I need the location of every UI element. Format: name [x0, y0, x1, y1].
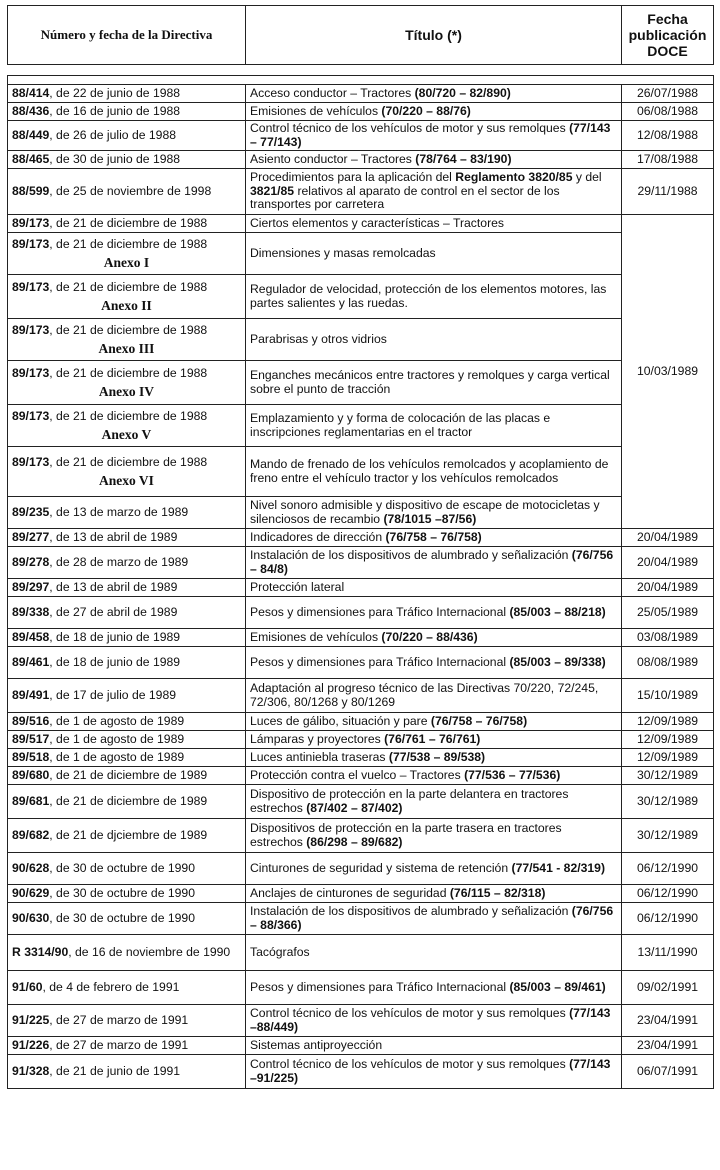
table-row [8, 885, 714, 903]
directive-number: 89/491 [12, 687, 50, 702]
title-text: Emisiones de vehículos [250, 629, 382, 644]
title-cell [246, 215, 622, 233]
directive-cell [8, 405, 246, 447]
title-reference: (85/003 – 89/338) [509, 654, 606, 669]
table-row [8, 169, 714, 215]
title-text: Asiento conductor – Tractores [250, 151, 416, 166]
title-reference: (76/756 – 88/366) [250, 904, 614, 932]
title-text: Parabrisas y otros vidrios [250, 331, 387, 346]
directive-cell [8, 579, 246, 597]
table-row [8, 85, 714, 103]
directive-cell [8, 85, 246, 103]
table-row [8, 215, 714, 233]
directive-number: 91/60 [12, 979, 43, 994]
directive-date: , de 25 de noviembre de 1998 [49, 183, 212, 198]
header-date: Fecha publicación DOCE [622, 6, 714, 65]
directive-number: 89/173 [12, 215, 50, 230]
directive-number: 89/518 [12, 749, 50, 764]
publication-date-cell: 06/12/1990 [622, 853, 714, 885]
publication-date-cell: 29/11/1988 [622, 169, 714, 215]
directive-date: , de 27 de abril de 1989 [49, 604, 178, 619]
table-row [8, 767, 714, 785]
title-text: Luces antiniebla traseras [250, 749, 389, 764]
directive-date: , de 18 de junio de 1989 [49, 654, 181, 669]
directive-cell [8, 233, 246, 275]
table-row [8, 275, 714, 319]
title-cell [246, 319, 622, 361]
directive-cell [8, 497, 246, 529]
table-row [8, 1055, 714, 1089]
directive-cell [8, 319, 246, 361]
title-reference: (77/541 - 82/319) [511, 860, 606, 875]
table-spacer [8, 76, 714, 85]
table-row [8, 713, 714, 731]
table-row [8, 903, 714, 935]
table-row [8, 1037, 714, 1055]
directive-cell [8, 1055, 246, 1089]
directive-cell [8, 169, 246, 215]
directive-date: , de 26 de julio de 1988 [49, 127, 177, 142]
title-text: Dispositivo de protección en la parte delantera en tractores estrechos [250, 787, 569, 815]
directive-date: , de 30 de octubre de 1990 [49, 860, 195, 875]
publication-date-cell: 06/12/1990 [622, 903, 714, 935]
title-cell [246, 361, 622, 405]
directive-date: , de 13 de abril de 1989 [49, 529, 178, 544]
title-cell [246, 151, 622, 169]
title-cell [246, 749, 622, 767]
directive-number: 89/680 [12, 767, 50, 782]
annex-label: Anexo VI [99, 472, 154, 488]
annex-label: Anexo I [103, 254, 150, 270]
title-cell [246, 233, 622, 275]
table-row [8, 853, 714, 885]
title-cell [246, 935, 622, 971]
directive-number: 91/225 [12, 1012, 50, 1027]
publication-date-cell: 23/04/1991 [622, 1005, 714, 1037]
title-cell [246, 885, 622, 903]
publication-date-cell: 26/07/1988 [622, 85, 714, 103]
publication-date-cell: 12/09/1989 [622, 749, 714, 767]
publication-date-cell: 06/08/1988 [622, 103, 714, 121]
title-reference: (77/538 – 89/538) [388, 749, 486, 764]
directive-number: 89/681 [12, 793, 50, 808]
directive-cell [8, 151, 246, 169]
title-reference: (77/536 – 77/536) [464, 767, 561, 782]
title-reference: (76/758 – 76/758) [430, 713, 528, 728]
publication-date-cell: 10/03/1989 [622, 215, 714, 529]
title-cell [246, 1037, 622, 1055]
publication-date-cell: 30/12/1989 [622, 819, 714, 853]
title-cell [246, 679, 622, 713]
title-text: Indicadores de dirección [250, 529, 386, 544]
directive-number: 89/516 [12, 713, 50, 728]
title-text: Pesos y dimensiones para Tráfico Internacional [250, 654, 510, 669]
title-text: Control técnico de los vehículos de motor y sus remolques [250, 1006, 570, 1020]
title-text: Dispositivos de protección en la parte trasera en tractores estrechos [250, 821, 562, 849]
title-cell [246, 529, 622, 547]
annex-label: Anexo IV [98, 383, 155, 399]
directive-date: , de 17 de julio de 1989 [49, 687, 177, 702]
table-row [8, 819, 714, 853]
title-text: Pesos y dimensiones para Tráfico Internacional [250, 979, 510, 994]
directive-cell [8, 529, 246, 547]
directive-number: 90/629 [12, 885, 50, 900]
table-row [8, 103, 714, 121]
table-row [8, 629, 714, 647]
table-row [8, 497, 714, 529]
directive-number: 88/449 [12, 127, 50, 142]
title-text: y del [572, 170, 602, 185]
directive-number: 88/465 [12, 151, 50, 166]
directive-date: , de 21 de diciembre de 1988 [49, 366, 208, 380]
directive-cell [8, 885, 246, 903]
title-cell [246, 447, 622, 497]
directive-date: , de 16 de junio de 1988 [49, 103, 181, 118]
directive-number: 89/297 [12, 579, 50, 594]
table-row [8, 731, 714, 749]
directive-cell [8, 819, 246, 853]
title-reference: (70/220 – 88/436) [381, 629, 478, 644]
title-text: Instalación de los dispositivos de alumbrado y señalización [250, 904, 572, 918]
directive-date: , de 21 de junio de 1991 [49, 1063, 181, 1078]
publication-date-cell: 12/09/1989 [622, 713, 714, 731]
directive-date: , de 21 de diciembre de 1989 [49, 767, 208, 782]
publication-date-cell: 20/04/1989 [622, 579, 714, 597]
directive-cell [8, 629, 246, 647]
directive-date: , de 28 de marzo de 1989 [49, 554, 189, 569]
publication-date-cell: 17/08/1988 [622, 151, 714, 169]
publication-date-cell: 13/11/1990 [622, 935, 714, 971]
title-reference: (77/143 –91/225) [250, 1057, 611, 1085]
directive-number: 89/173 [12, 409, 50, 423]
title-cell [246, 731, 622, 749]
table-row [8, 151, 714, 169]
title-reference: (76/758 – 76/758) [385, 529, 482, 544]
table-row [8, 233, 714, 275]
title-reference: (76/115 – 82/318) [449, 885, 546, 900]
title-text: Sistemas antiproyección [250, 1037, 383, 1052]
directive-cell [8, 103, 246, 121]
title-text: Dimensiones y masas remolcadas [250, 245, 436, 260]
directive-cell [8, 447, 246, 497]
directive-date: , de 1 de agosto de 1989 [49, 749, 185, 764]
title-reference: (77/143 – 77/143) [250, 121, 611, 149]
directive-cell [8, 647, 246, 679]
table-row [8, 647, 714, 679]
table-row [8, 679, 714, 713]
directive-number: 89/173 [12, 366, 50, 380]
annex-label: Anexo V [101, 426, 152, 442]
directives-table [7, 75, 714, 1089]
directive-cell [8, 215, 246, 233]
directive-date: , de 21 de diciembre de 1988 [49, 409, 208, 423]
title-text: Nivel sonoro admisible y dispositivo de escape de motocicletas y silenciosos de recambio [250, 498, 600, 526]
annex-label: Anexo II [101, 297, 152, 313]
title-cell [246, 647, 622, 679]
publication-date-cell: 12/08/1988 [622, 121, 714, 151]
title-reference: (85/003 – 88/218) [509, 604, 606, 619]
directive-date: , de 13 de marzo de 1989 [49, 504, 189, 519]
directive-date: , de 27 de marzo de 1991 [49, 1037, 189, 1052]
table-row [8, 121, 714, 151]
title-text: Enganches mecánicos entre tractores y remolques y carga vertical sobre el punto de tracción [250, 368, 610, 396]
directive-number: 88/414 [12, 85, 50, 100]
title-cell [246, 785, 622, 819]
table-row [8, 785, 714, 819]
title-text: Tacógrafos [250, 944, 310, 959]
publication-date-cell: 09/02/1991 [622, 971, 714, 1005]
header-directive: Número y fecha de la Directiva [8, 6, 246, 65]
publication-date-cell: 25/05/1989 [622, 597, 714, 629]
publication-date-cell: 20/04/1989 [622, 529, 714, 547]
directive-number: 90/628 [12, 860, 50, 875]
directive-cell [8, 971, 246, 1005]
title-cell [246, 971, 622, 1005]
table-row [8, 579, 714, 597]
title-cell [246, 767, 622, 785]
title-reference: (80/720 – 82/890) [414, 85, 511, 100]
title-text: Regulador de velocidad, protección de los elementos motores, las partes salientes y las ruedas. [250, 282, 607, 310]
title-text: relativos al aparato de control en el sector de los transportes por carretera [250, 183, 560, 212]
directive-cell [8, 597, 246, 629]
title-text: Emplazamiento y y forma de colocación de las placas e inscripciones reglamentarias en el tractor [250, 411, 551, 439]
publication-date-cell: 06/07/1991 [622, 1055, 714, 1089]
directive-number: 89/235 [12, 504, 50, 519]
publication-date-cell: 06/12/1990 [622, 885, 714, 903]
directive-number: 89/173 [12, 280, 50, 294]
title-cell [246, 579, 622, 597]
directive-cell [8, 679, 246, 713]
directive-cell [8, 731, 246, 749]
directive-number: 90/630 [12, 910, 50, 925]
publication-date-cell: 30/12/1989 [622, 785, 714, 819]
directive-number: 89/173 [12, 323, 50, 337]
directive-date: , de 21 de diciembre de 1988 [49, 215, 208, 230]
directive-cell [8, 547, 246, 579]
publication-date-cell: 03/08/1989 [622, 629, 714, 647]
directive-date: , de 18 de junio de 1989 [49, 629, 181, 644]
directive-date: , de 30 de junio de 1988 [49, 151, 181, 166]
title-cell [246, 597, 622, 629]
directive-date: , de 21 de diciembre de 1988 [49, 280, 208, 294]
title-text: Pesos y dimensiones para Tráfico Internacional [250, 604, 510, 619]
directive-cell [8, 749, 246, 767]
title-text: Emisiones de vehículos [250, 103, 382, 118]
directive-date: , de 1 de agosto de 1989 [49, 731, 185, 746]
title-reference: 3821/85 [250, 183, 295, 198]
annex-label: Anexo III [98, 340, 155, 356]
title-text: Acceso conductor – Tractores [250, 85, 415, 100]
title-text: Protección contra el vuelco – Tractores [250, 767, 465, 782]
directive-date: , de 21 de diciembre de 1988 [49, 237, 208, 251]
directive-number: R 3314/90 [12, 944, 69, 959]
table-row [8, 749, 714, 767]
title-cell [246, 819, 622, 853]
directive-number: 89/517 [12, 731, 50, 746]
directive-date: , de 21 de diciembre de 1988 [49, 323, 208, 337]
title-text: Lámparas y proyectores [250, 731, 385, 746]
table-row [8, 971, 714, 1005]
directive-date: , de 30 de octubre de 1990 [49, 910, 195, 925]
publication-date-cell: 30/12/1989 [622, 767, 714, 785]
title-cell [246, 169, 622, 215]
title-cell [246, 121, 622, 151]
title-cell [246, 85, 622, 103]
directive-date: , de 16 de noviembre de 1990 [68, 944, 231, 959]
title-text: Cinturones de seguridad y sistema de retención [250, 860, 512, 875]
table-row [8, 405, 714, 447]
directive-cell [8, 1005, 246, 1037]
directive-cell [8, 935, 246, 971]
table-row [8, 1005, 714, 1037]
directive-number: 89/461 [12, 654, 50, 669]
directive-cell [8, 121, 246, 151]
title-text: Control técnico de los vehículos de motor y sus remolques [250, 121, 570, 135]
title-cell [246, 275, 622, 319]
table-row [8, 319, 714, 361]
title-text: Procedimientos para la aplicación del [250, 170, 456, 185]
publication-date-cell: 12/09/1989 [622, 731, 714, 749]
title-reference: Reglamento 3820/85 [455, 170, 573, 185]
title-cell [246, 1055, 622, 1089]
directive-number: 89/173 [12, 237, 50, 251]
title-text: Control técnico de los vehículos de motor y sus remolques [250, 1057, 570, 1071]
title-cell [246, 405, 622, 447]
title-reference: (77/143 –88/449) [250, 1006, 611, 1034]
directive-date: , de 4 de febrero de 1991 [42, 979, 180, 994]
title-reference: (85/003 – 89/461) [509, 979, 606, 994]
directive-date: , de 13 de abril de 1989 [49, 579, 178, 594]
table-row [8, 547, 714, 579]
table-row [8, 597, 714, 629]
publication-date-cell: 15/10/1989 [622, 679, 714, 713]
title-cell [246, 103, 622, 121]
directive-date: , de 1 de agosto de 1989 [49, 713, 185, 728]
directive-cell [8, 361, 246, 405]
title-text: Anclajes de cinturones de seguridad [250, 885, 450, 900]
title-reference: (70/220 – 88/76) [381, 103, 471, 118]
title-text: Adaptación al progreso técnico de las Directivas 70/220, 72/245, 72/306, 80/1268 y 80/1269 [250, 681, 599, 709]
title-text: Instalación de los dispositivos de alumbrado y señalización [250, 548, 572, 562]
directive-number: 91/226 [12, 1037, 50, 1052]
title-reference: (78/764 – 83/190) [415, 151, 512, 166]
table-row [8, 447, 714, 497]
title-cell [246, 903, 622, 935]
title-reference: (87/402 – 87/402) [306, 800, 403, 815]
directive-cell [8, 1037, 246, 1055]
directive-number: 89/338 [12, 604, 50, 619]
header-title: Título (*) [246, 6, 622, 65]
directive-number: 89/682 [12, 827, 50, 842]
title-text: Luces de gálibo, situación y pare [250, 713, 431, 728]
table-row [8, 361, 714, 405]
title-cell [246, 713, 622, 731]
title-cell [246, 497, 622, 529]
title-cell [246, 629, 622, 647]
publication-date-cell: 20/04/1989 [622, 547, 714, 579]
directive-date: , de 22 de junio de 1988 [49, 85, 181, 100]
table-header [7, 5, 714, 65]
table-row [8, 529, 714, 547]
directive-cell [8, 767, 246, 785]
directive-number: 89/278 [12, 554, 50, 569]
directive-number: 88/436 [12, 103, 50, 118]
directive-date: , de 30 de octubre de 1990 [49, 885, 195, 900]
directive-date: , de 21 de djciembre de 1989 [49, 827, 208, 842]
title-cell [246, 1005, 622, 1037]
title-text: Protección lateral [250, 579, 345, 594]
title-cell [246, 547, 622, 579]
title-reference: (78/1015 –87/56) [383, 511, 477, 526]
publication-date-cell: 08/08/1989 [622, 647, 714, 679]
directive-date: , de 27 de marzo de 1991 [49, 1012, 189, 1027]
directive-cell [8, 853, 246, 885]
title-cell [246, 853, 622, 885]
directive-cell [8, 713, 246, 731]
directive-cell [8, 903, 246, 935]
directive-number: 88/599 [12, 183, 50, 198]
directive-cell [8, 785, 246, 819]
directive-number: 89/173 [12, 455, 50, 469]
title-text: Mando de frenado de los vehículos remolcados y acoplamiento de freno entre el vehículo tractor y los vehículos remolcados [250, 457, 609, 485]
title-text: Ciertos elementos y características – Tractores [250, 215, 504, 230]
table-row [8, 935, 714, 971]
directive-date: , de 21 de diciembre de 1989 [49, 793, 208, 808]
directive-number: 91/328 [12, 1063, 50, 1078]
title-reference: (76/761 – 76/761) [384, 731, 481, 746]
directive-cell [8, 275, 246, 319]
directive-date: , de 21 de diciembre de 1988 [49, 455, 208, 469]
directive-number: 89/277 [12, 529, 50, 544]
directive-number: 89/458 [12, 629, 50, 644]
title-reference: (76/756 – 84/8) [250, 548, 614, 576]
publication-date-cell: 23/04/1991 [622, 1037, 714, 1055]
title-reference: (86/298 – 89/682) [306, 834, 403, 849]
